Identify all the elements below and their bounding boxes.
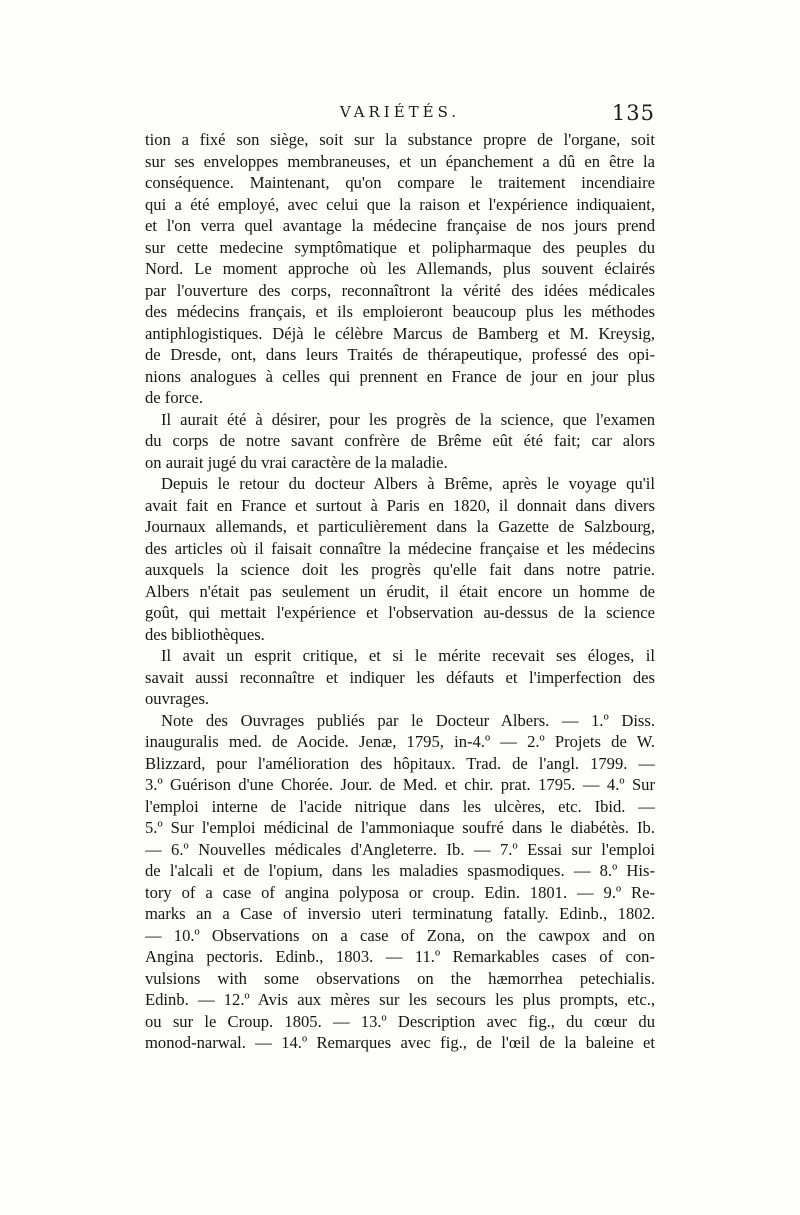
text-line: Depuis le retour du docteur Albers à Brême, après le voyage qu'il — [161, 474, 655, 493]
text-line: tory of a case of angina polyposa or croup. Edin. 1801. — 9.º Re- — [145, 882, 655, 902]
text-line: des articles où il faisait connaître la médecine française et les médecins — [145, 538, 655, 558]
text-line: l'emploi interne de l'acide nitrique dans les ulcères, etc. Ibid. — — [145, 796, 655, 816]
page-header — [145, 103, 655, 127]
text-line: ou sur le Croup. 1805. — 13.º Description avec fig., du cœur du — [145, 1011, 655, 1031]
bibliography-note — [145, 710, 655, 1054]
text-line: conséquence. Maintenant, qu'on compare le traitement incendiaire — [145, 173, 655, 192]
text-line: goût, qui mettait l'expérience et l'observation au-dessus de la science — [145, 603, 655, 622]
text-line: tion a fixé son siège, soit sur la substance propre de l'organe, soit — [145, 130, 655, 149]
text-line: Edinb. — 12.º Avis aux mères sur les secours les plus prompts, etc., — [145, 990, 655, 1009]
body-text — [145, 129, 655, 1054]
text-line: sur ses enveloppes membraneuses, et un épanchement a dû en être la — [145, 151, 655, 171]
text-line: du corps de notre savant confrère de Brême eût été fait; car alors — [145, 431, 655, 450]
text-line: Albers n'était pas seulement un érudit, il était encore un homme de — [145, 581, 655, 601]
paragraph — [145, 645, 655, 710]
text-line: de force. — [145, 388, 204, 407]
text-line: sur cette medecine symptômatique et polipharmaque des peuples du — [145, 237, 655, 257]
text-line: 3.º Guérison d'une Chorée. Jour. de Med. et chir. prat. 1795. — 4.º Sur — [145, 775, 655, 794]
paragraph — [145, 129, 655, 409]
text-line: ouvrages. — [145, 689, 210, 708]
page-number: 135 — [611, 101, 655, 125]
text-line: — 6.º Nouvelles médicales d'Angleterre. Ib. — 7.º Essai sur l'emploi — [145, 839, 655, 859]
text-line: de l'alcali et de l'opium, dans les maladies spasmodiques. — 8.º His- — [145, 861, 655, 880]
text-line: Angina pectoris. Edinb., 1803. — 11.º Remarkables cases of con- — [145, 947, 655, 966]
text-line: Journaux allemands, et particulièrement dans la Gazette de Salzbourg, — [145, 517, 655, 536]
text-line: — 10.º Observations on a case of Zona, on the cawpox and on — [145, 925, 655, 945]
paragraph — [145, 473, 655, 645]
text-line: antiphlogistiques. Déjà le célèbre Marcus de Bamberg et M. Kreysig, — [145, 323, 655, 343]
text-line: des médecins français, et ils emploieront beaucoup plus les méthodes — [145, 302, 655, 321]
text-line: auxquels la science doit les progrès qu'elle fait dans notre patrie. — [145, 560, 655, 579]
text-line: des bibliothèques. — [145, 624, 265, 644]
text-line: nions analogues à celles qui prennent en France de jour en jour plus — [145, 366, 655, 386]
text-line: Blizzard, pour l'amélioration des hôpitaux. Trad. de l'angl. 1799. — — [145, 753, 655, 773]
text-line: monod-narwal. — 14.º Remarques avec fig., de l'œil de la baleine et — [145, 1033, 655, 1052]
text-line: Il aurait été à désirer, pour les progrès de la science, que l'examen — [161, 409, 655, 429]
text-line: savait aussi reconnaître et indiquer les défauts et l'imperfection des — [145, 667, 655, 687]
paragraph — [145, 409, 655, 474]
text-line: avait fait en France et surtout à Paris en 1820, il donnait dans divers — [145, 495, 655, 515]
text-line: marks an a Case of inversio uteri terminatung fatally. Edinb., 1802. — [145, 904, 655, 923]
text-line: 5.º Sur l'emploi médicinal de l'ammoniaque soufré dans le diabétès. Ib. — [145, 818, 655, 837]
text-line: Nord. Le moment approche où les Allemands, plus souvent éclairés — [145, 259, 655, 278]
text-line: de Dresde, ont, dans leurs Traités de thérapeutique, professé des opi- — [145, 345, 655, 364]
text-line: et l'on verra quel avantage la médecine française de nos jours prend — [145, 216, 655, 235]
text-line: inauguralis med. de Aocide. Jenæ, 1795, in-4.º — 2.º Projets de W. — [145, 732, 655, 751]
text-line: Il avait un esprit critique, et si le mérite recevait ses éloges, il — [161, 646, 655, 665]
text-line: on aurait jugé du vrai caractère de la maladie. — [145, 452, 448, 472]
running-title: VARIÉTÉS. — [339, 103, 461, 121]
text-line: qui a été employé, avec celui que la raison et l'expérience indiquaient, — [145, 194, 655, 214]
text-line: par l'ouverture des corps, reconnaîtront la vérité des idées médicales — [145, 280, 655, 300]
text-line: vulsions with some observations on the hæmorrhea petechialis. — [145, 968, 655, 988]
text-line: Note des Ouvrages publiés par le Docteur Albers. — 1.º Diss. — [161, 710, 655, 730]
